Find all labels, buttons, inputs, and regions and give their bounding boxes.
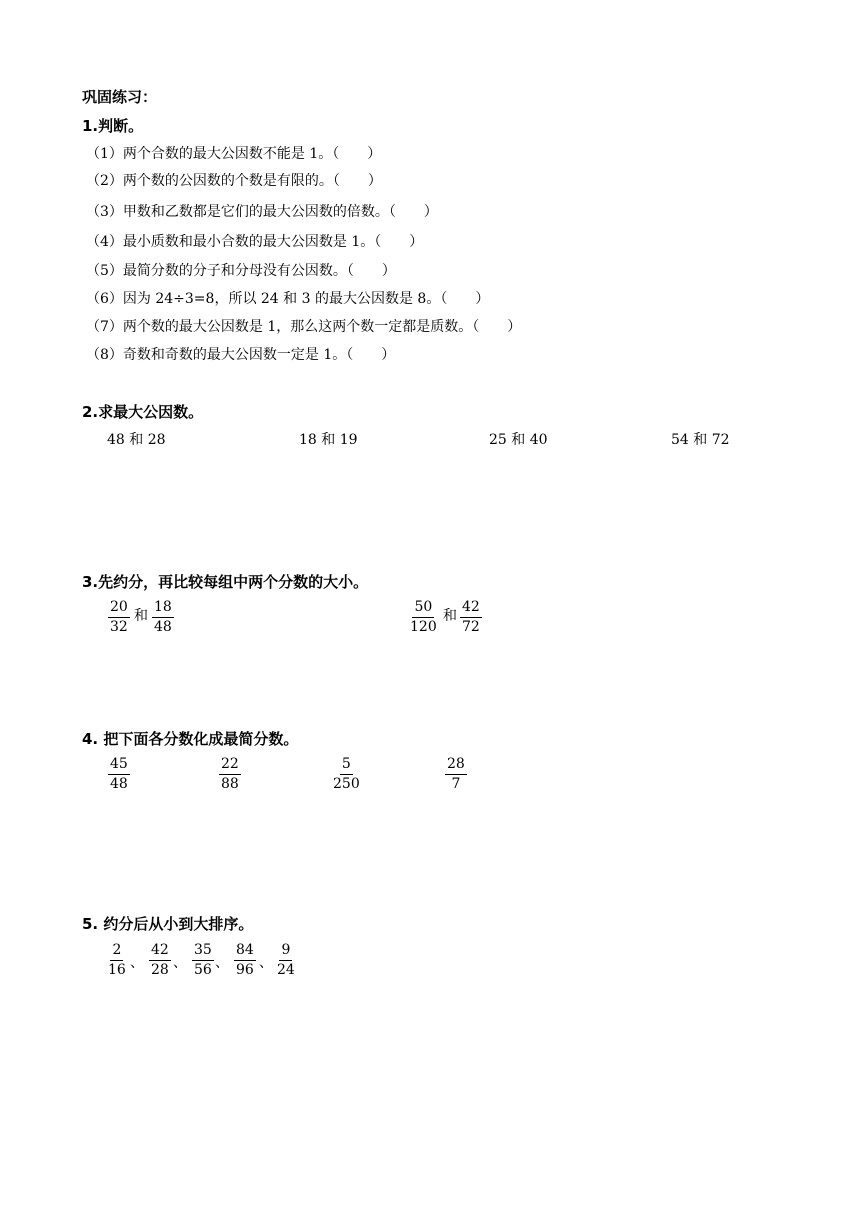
q1-item-4: （4）最小质数和最小合数的最大公因数是 1。（ ） [86, 234, 424, 250]
denominator: 16 [108, 962, 126, 978]
q5-separator: 、 [259, 955, 273, 971]
q5-separator: 、 [215, 955, 229, 971]
q5-fraction-2 [149, 941, 171, 980]
q5-heading: 5. 约分后从小到大排序。 [82, 915, 254, 933]
denominator: 28 [151, 962, 169, 978]
q5-fraction-4 [234, 941, 256, 980]
q3-heading: 3.先约分，再比较每组中两个分数的大小。 [82, 573, 369, 591]
numerator: 20 [108, 598, 130, 618]
q3-group2-fraction-b [460, 598, 482, 637]
denominator: 48 [110, 776, 128, 792]
q3-group2-fraction-a [410, 598, 437, 637]
denominator: 32 [110, 619, 128, 635]
q3-group1-connector: 和 [134, 608, 148, 624]
numerator: 45 [108, 755, 130, 775]
numerator: 28 [445, 755, 467, 775]
q4-fraction-3 [333, 755, 360, 794]
denominator: 56 [194, 962, 212, 978]
q1-item-7: （7）两个数的最大公因数是 1，那么这两个数一定都是质数。（ ） [86, 319, 522, 335]
q5-separator: 、 [130, 955, 144, 971]
numerator: 5 [340, 755, 353, 775]
q1-item-6: （6）因为 24÷3=8，所以 24 和 3 的最大公因数是 8。（ ） [86, 291, 490, 307]
numerator: 42 [149, 941, 171, 961]
q4-fraction-4 [445, 755, 467, 794]
numerator: 22 [219, 755, 241, 775]
q3-group1-fraction-a [108, 598, 130, 637]
q2-pair-3: 25 和 40 [489, 432, 548, 448]
q2-heading: 2.求最大公因数。 [82, 403, 204, 421]
denominator: 24 [277, 962, 295, 978]
q2-pair-2: 18 和 19 [299, 432, 358, 448]
denominator: 88 [221, 776, 239, 792]
q3-group2-connector: 和 [443, 608, 457, 624]
q1-item-1: （1）两个合数的最大公因数不能是 1。（ ） [86, 146, 382, 162]
q4-fraction-2 [219, 755, 241, 794]
page-title: 巩固练习： [82, 88, 158, 106]
numerator: 50 [412, 598, 434, 618]
q1-item-8: （8）奇数和奇数的最大公因数一定是 1。（ ） [86, 347, 396, 363]
numerator: 18 [152, 598, 174, 618]
q4-fraction-1 [108, 755, 130, 794]
q2-pair-1: 48 和 28 [107, 432, 166, 448]
q4-heading: 4. 把下面各分数化成最简分数。 [82, 730, 299, 748]
denominator: 72 [462, 619, 480, 635]
numerator: 2 [110, 941, 123, 961]
q2-pair-4: 54 和 72 [671, 432, 730, 448]
q1-item-5: （5）最简分数的分子和分母没有公因数。（ ） [86, 263, 396, 279]
denominator: 250 [333, 776, 360, 792]
q5-fraction-3 [192, 941, 214, 980]
numerator: 9 [279, 941, 292, 961]
denominator: 7 [451, 776, 461, 792]
denominator: 48 [154, 619, 172, 635]
q1-item-3: （3）甲数和乙数都是它们的最大公因数的倍数。（ ） [86, 204, 438, 220]
numerator: 84 [234, 941, 256, 961]
q3-group1-fraction-b [152, 598, 174, 637]
q5-fraction-1 [108, 941, 126, 980]
q1-heading: 1.判断。 [82, 117, 144, 135]
denominator: 120 [410, 619, 437, 635]
denominator: 96 [236, 962, 254, 978]
numerator: 42 [460, 598, 482, 618]
q5-fraction-5 [277, 941, 295, 980]
q5-separator: 、 [173, 955, 187, 971]
numerator: 35 [192, 941, 214, 961]
q1-item-2: （2）两个数的公因数的个数是有限的。（ ） [86, 173, 382, 189]
